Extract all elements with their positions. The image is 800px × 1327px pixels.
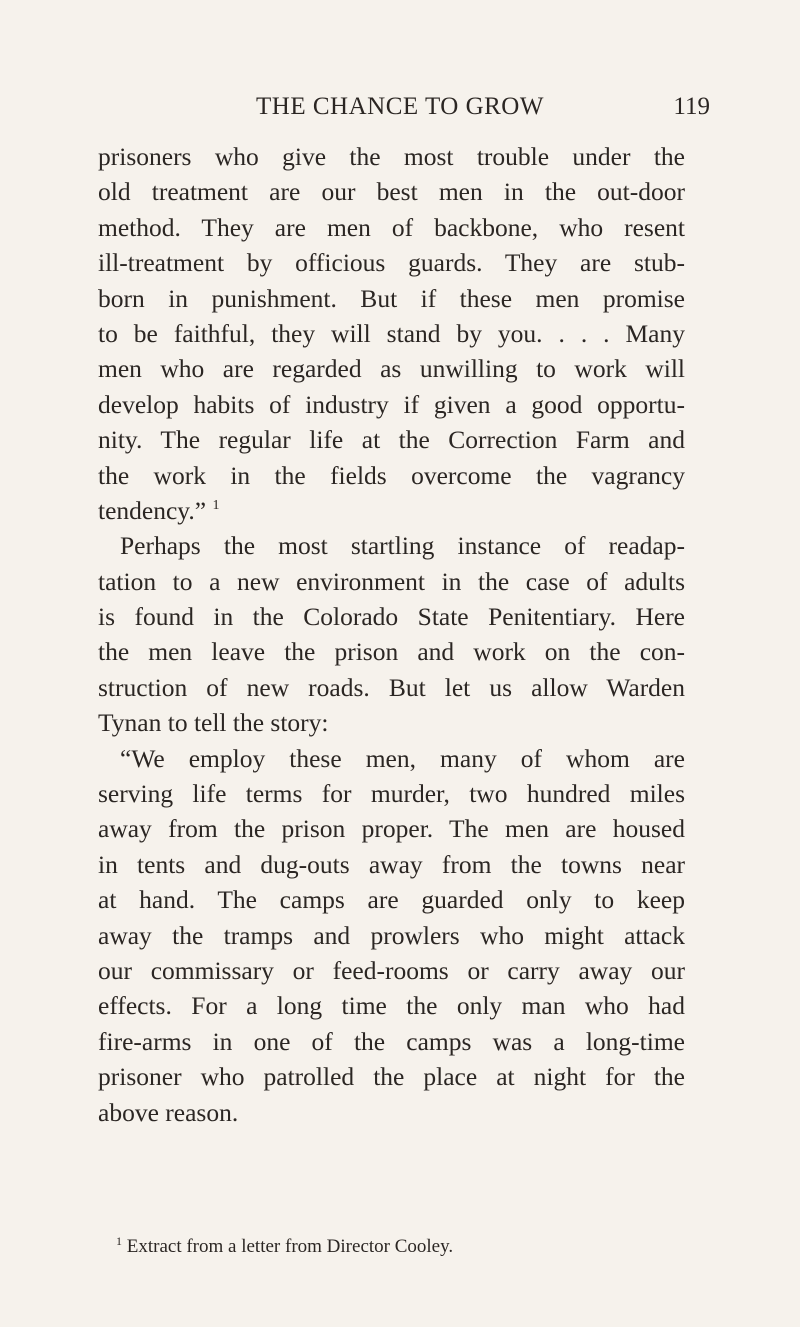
text-line: develop habits of industry if given a good opportu- (98, 389, 685, 419)
text-line: born in punishment. But if these men promise (98, 283, 685, 313)
text-line: fire-arms in one of the camps was a long-time (98, 1026, 685, 1056)
text-line: ill-treatment by officious guards. They are stub- (98, 248, 685, 278)
running-title: THE CHANCE TO GROW (256, 93, 544, 120)
text-line: method. They are men of backbone, who resent (98, 212, 685, 242)
text-line: is found in the Colorado State Penitentiary. Here (98, 602, 685, 632)
footnote-marker: 1 (116, 1234, 122, 1248)
text-line-with-footnote (98, 493, 685, 528)
text-line: old treatment are our best men in the out-door (98, 177, 685, 207)
text-line: in tents and dug-outs away from the towns near (98, 849, 685, 879)
running-head (90, 90, 710, 124)
text-line: tation to a new environment in the case of adults (98, 566, 685, 596)
text-line: nity. The regular life at the Correction Farm and (98, 425, 685, 455)
text-line: “We employ these men, many of whom are (120, 743, 685, 773)
text-line: effects. For a long time the only man who had (98, 991, 685, 1021)
footnote (116, 1234, 676, 1260)
text-line: prisoner who patrolled the place at night for the (98, 1062, 685, 1092)
text-line: serving life terms for murder, two hundred miles (98, 779, 685, 809)
text-line: struction of new roads. But let us allow Warden (98, 672, 685, 702)
body-text (98, 139, 685, 1130)
text-line: Perhaps the most startling instance of readap- (120, 531, 685, 561)
text-line: the work in the fields overcome the vagrancy (98, 460, 685, 490)
text-line: above reason. (98, 1097, 239, 1127)
text-line: prisoners who give the most trouble under the (98, 142, 685, 171)
text-line: men who are regarded as unwilling to work will (98, 354, 685, 384)
text-line: to be faithful, they will stand by you. . . . Many (98, 318, 685, 348)
text-line: tendency.” (98, 495, 207, 525)
footnote-reference: 1 (212, 497, 220, 513)
text-line: the men leave the prison and work on the con- (98, 637, 685, 667)
text-line: Tynan to tell the story: (98, 708, 329, 738)
text-line: away the tramps and prowlers who might attack (98, 920, 685, 950)
text-line: our commissary or feed-rooms or carry away our (98, 955, 685, 985)
text-line: away from the prison proper. The men are housed (98, 814, 685, 844)
text-line: at hand. The camps are guarded only to keep (98, 885, 685, 915)
page-number: 119 (673, 93, 710, 120)
footnote-text: Extract from a letter from Director Cooley. (126, 1236, 454, 1257)
